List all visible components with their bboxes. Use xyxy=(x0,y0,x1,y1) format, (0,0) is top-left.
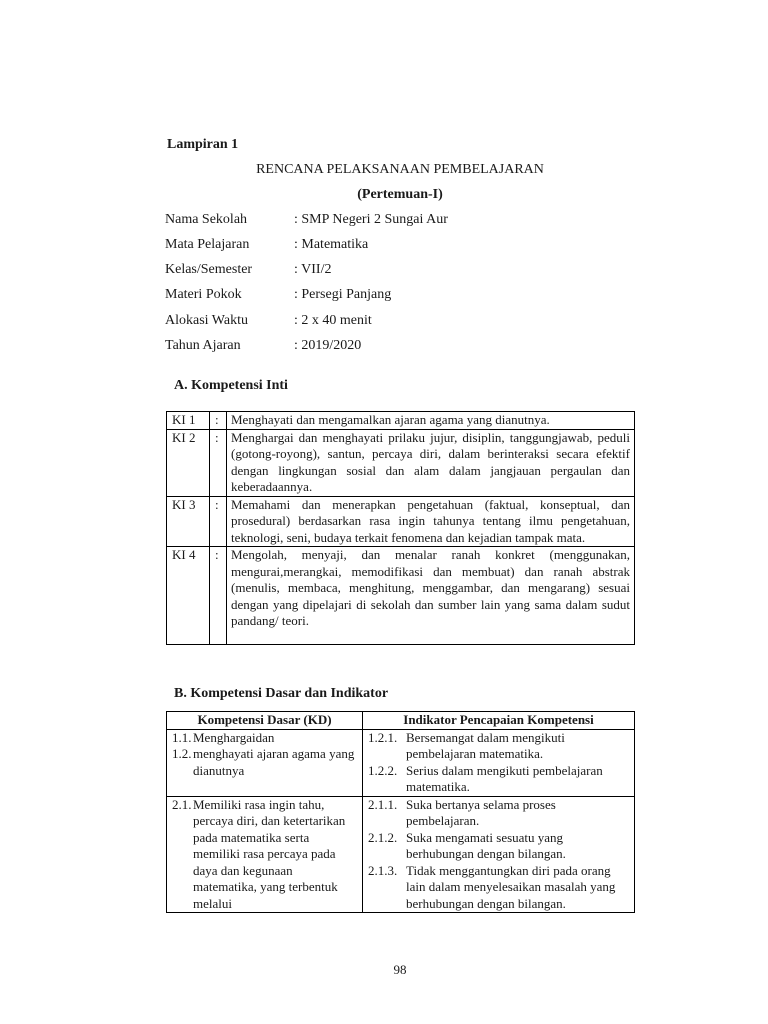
kd-text: menghayati ajaran agama yang dianutnya xyxy=(193,746,355,778)
meeting-subtitle: (Pertemuan-I) xyxy=(357,187,443,202)
table-row xyxy=(167,412,635,430)
info-value: : Matematika xyxy=(294,237,369,252)
table-row xyxy=(167,796,635,913)
ki-text: Menghargai dan menghayati prilaku jujur, disiplin, tanggungjawab, peduli (gotong-royong), santun, percaya diri, dalam berinteraksi secara efektif dengan lingkungan sosial dan alam dalam jangjauan pergaulan dan keberadaannya. xyxy=(227,429,635,496)
indicator-item xyxy=(368,830,630,863)
info-value: : 2019/2020 xyxy=(294,338,362,353)
table-row xyxy=(167,547,635,645)
indicator-number: 2.1.2. xyxy=(368,829,398,845)
indicator-text: Bersemangat dalam mengikuti pembelajaran matematika. xyxy=(406,729,565,761)
kd-number: 1.1. xyxy=(172,729,192,745)
basic-competence-table xyxy=(166,711,635,913)
section-b-heading: B. Kompetensi Dasar dan Indikator xyxy=(174,686,389,701)
kd-item xyxy=(172,730,358,747)
ki-code: KI 1 xyxy=(167,412,210,430)
ki-code: KI 4 xyxy=(167,547,210,645)
column-header-indicator: Indikator Pencapaian Kompetensi xyxy=(363,712,635,730)
ki-code: KI 3 xyxy=(167,496,210,547)
kd-text: Memiliki rasa ingin tahu, percaya diri, dan ketertarikan pada matematika serta memiliki rasa percaya pada daya dan kegunaan matematika, yang terbentuk melalui xyxy=(193,796,346,911)
indicator-text: Suka mengamati sesuatu yang berhubungan dengan bilangan. xyxy=(406,829,566,861)
info-label: Alokasi Waktu xyxy=(165,313,248,328)
ki-text: Mengolah, menyaji, dan menalar ranah konkret (menggunakan, mengurai,merangkai, memodifikasi dan membuat) dan ranah abstrak (menulis, membaca, menghitung, menggambar, dan mengarang) sesuai dengan yang dipelajari di sekolah dan sumber lain yang sama dalam sudut pandang/ teori. xyxy=(227,547,635,645)
document-title: RENCANA PELAKSANAAN PEMBELAJARAN xyxy=(256,162,544,177)
table-row xyxy=(167,429,635,496)
kd-number: 2.1. xyxy=(172,796,192,812)
indicator-number: 2.1.3. xyxy=(368,862,398,878)
indicator-item xyxy=(368,730,630,763)
indicator-text: Serius dalam mengikuti pembelajaran matematika. xyxy=(406,762,603,794)
indicator-item xyxy=(368,763,630,796)
ki-text: Memahami dan menerapkan pengetahuan (faktual, konseptual, dan prosedural) berdasarkan rasa ingin tahunya tentang ilmu pengetahuan, teknologi, seni, budaya terkait fenomena dan kejadian tampak mata. xyxy=(227,496,635,547)
section-a-heading: A. Kompetensi Inti xyxy=(174,378,288,393)
info-value: : Persegi Panjang xyxy=(294,287,392,302)
kd-cell xyxy=(167,796,363,913)
info-value: : SMP Negeri 2 Sungai Aur xyxy=(294,212,448,227)
kd-number: 1.2. xyxy=(172,746,192,761)
info-label: Tahun Ajaran xyxy=(165,338,241,353)
kd-item xyxy=(172,797,358,913)
info-value: : VII/2 xyxy=(294,262,332,277)
table-header-row xyxy=(167,712,635,730)
page-number: 98 xyxy=(393,962,407,977)
kd-item xyxy=(172,746,358,779)
kd-cell xyxy=(167,729,363,796)
indicator-text: Tidak menggantungkan diri pada orang lain dalam menyelesaikan masalah yang berhubungan dengan bilangan. xyxy=(406,862,616,911)
info-label: Mata Pelajaran xyxy=(165,237,250,252)
ki-colon: : xyxy=(210,547,227,645)
indicator-number: 2.1.1. xyxy=(368,796,398,812)
info-label: Nama Sekolah xyxy=(165,212,248,227)
table-row xyxy=(167,496,635,547)
indicator-cell xyxy=(363,729,635,796)
appendix-label: Lampiran 1 xyxy=(167,137,239,152)
info-label: Materi Pokok xyxy=(165,287,242,302)
ki-code: KI 2 xyxy=(167,429,210,496)
ki-colon: : xyxy=(210,496,227,547)
indicator-number: 1.2.2. xyxy=(368,762,398,778)
ki-colon: : xyxy=(210,412,227,430)
indicator-item xyxy=(368,863,630,913)
indicator-cell xyxy=(363,796,635,913)
indicator-text: Suka bertanya selama proses pembelajaran. xyxy=(406,796,556,828)
ki-colon: : xyxy=(210,429,227,496)
table-row xyxy=(167,729,635,796)
info-label: Kelas/Semester xyxy=(165,262,253,277)
indicator-number: 1.2.1. xyxy=(368,729,398,745)
kd-text: Menghargaidan xyxy=(193,729,275,745)
core-competence-table xyxy=(166,411,635,645)
info-value: : 2 x 40 menit xyxy=(294,313,372,328)
ki-text: Menghayati dan mengamalkan ajaran agama yang dianutnya. xyxy=(227,412,635,430)
column-header-kd: Kompetensi Dasar (KD) xyxy=(167,712,363,730)
indicator-item xyxy=(368,797,630,830)
